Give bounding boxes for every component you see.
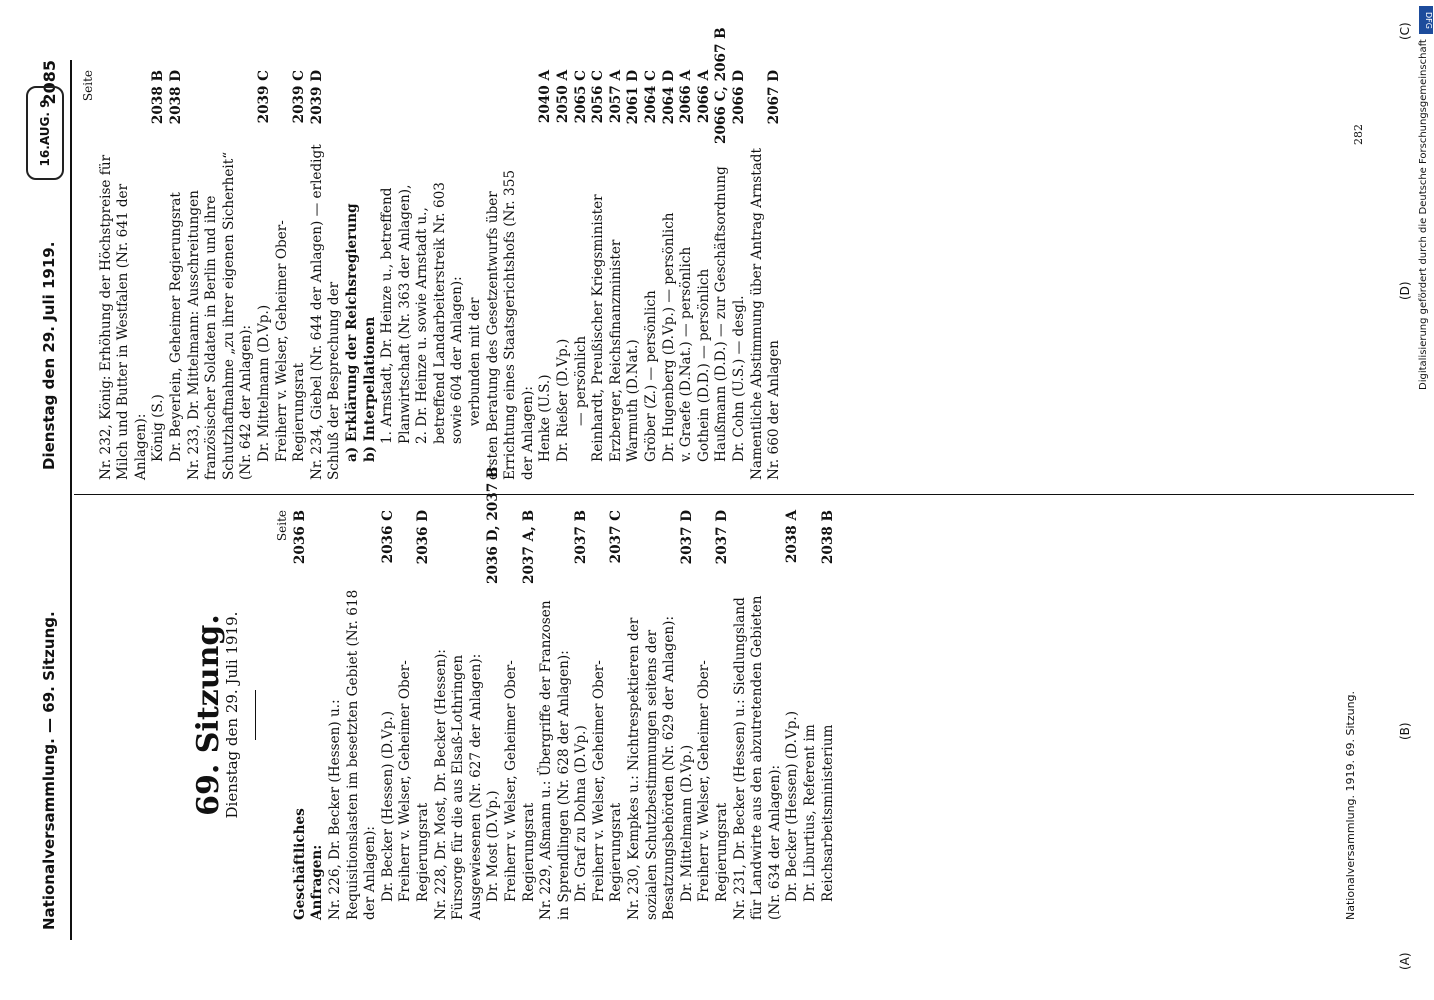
toc-entry-page: 2040 A <box>537 70 554 124</box>
toc-entry-text: Nr. 232, König: Erhöhung der Höchstpreise für Milch und Butter in Westfalen (Nr. 641 der Anlagen): <box>97 154 149 480</box>
toc-entry-text: 2. Dr. Heinze u. sowie Arnstadt u., betreffend Landarbeiterstreik Nr. 603 sowie 604 der Anlagen): <box>414 182 466 444</box>
toc-entry-text: ersten Beratung des Gesetzentwurfs über Errichtung eines Staatsgerichtshofs (Nr. 355 der Anlagen): <box>484 169 536 480</box>
toc-entry-text: v. Graefe (D.Nat.) — persönlich <box>678 246 695 462</box>
toc-entry <box>327 510 380 920</box>
seite-label-right: Seite <box>81 70 95 102</box>
toc-entry-text: Namentliche Abstimmung über Antrag Arnstadt Nr. 660 der Anlagen <box>748 148 783 480</box>
toc-entry-text: Dr. Graf zu Dohna (D.Vp.) <box>573 725 590 902</box>
toc-entry-page: 2038 D <box>167 70 184 125</box>
toc-entry-text: Freiherr v. Welser, Geheimer Ober-Regierungsrat <box>696 660 731 902</box>
toc-entry <box>608 70 626 480</box>
header-rule <box>70 60 72 940</box>
toc-entry-page: 2061 D <box>625 70 642 125</box>
toc-entry <box>186 70 256 480</box>
toc-entry-page: 2037 B <box>573 510 590 565</box>
toc-entry-page: 2066 A <box>678 70 695 124</box>
toc-entry-text: Nr. 229, Aßmann u.: Übergriffe der Franzosen in Sprendlingen (Nr. 628 der Anlagen): <box>538 600 572 920</box>
toc-entry <box>591 510 626 920</box>
toc-entry <box>485 70 538 480</box>
toc-entry-page: 2038 B <box>819 510 836 565</box>
toc-entry <box>643 70 661 480</box>
toc-entry <box>732 510 785 920</box>
margin-mark-c: (C) <box>1398 22 1412 40</box>
toc-entry-text: Reinhardt, Preußischer Kriegsminister <box>590 194 607 462</box>
toc-entry <box>679 510 697 920</box>
toc-entry <box>433 510 486 920</box>
toc-entry-text: Dr. Mittelmann (D.Vp.) <box>678 744 695 902</box>
toc-entry-text: Freiherr v. Welser, Geheimer Ober-Regierungsrat <box>502 660 537 902</box>
toc-entry <box>555 70 573 480</box>
toc-entry-text: Nr. 233, Dr. Mittelmann: Ausschreitungen französischer Soldaten in Berlin und ihre Schutzhaftnahme „zu ihrer eigenen Sicherheit“ (Nr. 642 der Anlagen): <box>185 151 255 480</box>
toc-entry-page: 2036 D <box>414 510 431 565</box>
column-divider <box>74 494 1414 495</box>
toc-entry-text: Freiherr v. Welser, Geheimer Ober-Regierungsrat <box>273 220 308 462</box>
small-page-number: 282 <box>1352 124 1365 145</box>
toc-entry-page: 2064 C <box>643 70 659 124</box>
toc-entry <box>274 70 309 480</box>
toc-entry-page: 2036 C <box>379 510 396 564</box>
toc-entry <box>397 510 432 920</box>
toc-entry-text: Dr. Mittelmann (D.Vp.) <box>255 304 272 462</box>
toc-entry-page: 2039 C <box>255 70 272 124</box>
date-stamp: 16.AUG. 9 <box>26 86 64 180</box>
left-column <box>80 466 837 920</box>
header-left: Nationalversammlung. — 69. Sitzung. <box>40 611 58 930</box>
toc-entry-text: Nr. 230, Kempkes u.: Nichtrespektieren der sozialen Schutzbestimmungen seitens der Besatzungsbehörden (Nr. 629 der Anlagen): <box>626 615 678 920</box>
toc-entry-text: Gothein (D.D.) — persönlich <box>695 268 712 462</box>
toc-entry-page: 2067 D <box>766 70 783 125</box>
toc-entry <box>150 70 168 480</box>
toc-entry-text: Dr. Rießer (D.Vp.) <box>555 338 572 462</box>
margin-mark-a: (A) <box>1398 952 1412 970</box>
toc-entry <box>256 70 274 480</box>
right-column <box>80 27 784 480</box>
toc-entry <box>731 70 749 480</box>
toc-entry <box>538 510 573 920</box>
left-entries <box>291 466 837 920</box>
toc-entry-page: 2038 B <box>150 70 167 125</box>
toc-entry-page: 2064 D <box>660 70 677 125</box>
toc-entry-text: Erzberger, Reichsfinanzminister <box>607 239 624 462</box>
toc-entry-text: Haußmann (D.D.) — zur Geschäftsordnung <box>713 166 730 462</box>
toc-entry-text: Dr. Cohn (U.S.) — desgl. <box>730 295 747 462</box>
toc-entry-text: Dr. Hugenberg (D.Vp.) — persönlich <box>660 212 677 462</box>
toc-entry-text: Freiherr v. Welser, Geheimer Ober-Regierungsrat <box>590 660 625 902</box>
toc-entry-text: Dr. Becker (Hessen) (D.Vp.) <box>784 710 801 902</box>
toc-entry-page: 2037 A, B <box>520 509 537 584</box>
toc-entry <box>661 70 679 480</box>
toc-entry-text: Dr. Most (D.Vp.) <box>485 790 502 902</box>
running-header <box>30 60 66 940</box>
session-title: 69. Sitzung. <box>191 614 226 816</box>
toc-entry-page: 2037 C <box>608 510 625 564</box>
side-caption: Digitalisierung gefördert durch die Deutsche Forschungsgemeinschaft <box>1418 39 1429 390</box>
toc-entry-page: 2057 A <box>607 70 624 124</box>
toc-entry <box>503 510 538 920</box>
toc-entry-page: 2056 C <box>590 70 607 124</box>
toc-entry-page: 2037 D <box>678 510 695 565</box>
toc-entry-text: Dr. Beyerlein, Geheimer Regierungsrat <box>167 192 184 462</box>
toc-entry <box>713 27 731 480</box>
seite-label: Seite <box>275 510 290 542</box>
toc-entry <box>380 510 398 920</box>
toc-entry-page: 2037 D <box>714 510 731 565</box>
toc-entry-page: 2036 B <box>291 510 308 565</box>
toc-entry-text: 1. Arnstadt, Dr. Heinze u., betreffend Planwirtschaft (Nr. 363 der Anlagen), <box>379 184 413 444</box>
toc-entry <box>379 70 414 480</box>
toc-entry-page: 2039 D <box>308 70 325 125</box>
toc-entry-text: Dr. Liburtius, Referent im Reichsarbeitsministerium <box>802 724 836 902</box>
toc-entry <box>696 70 714 480</box>
header-page-number: 2085 <box>40 60 59 105</box>
toc-entry-page: 2066 A <box>695 70 712 124</box>
toc-entry-page: 2036 D, 2037 B <box>485 466 502 584</box>
toc-entry-page: 2066 C, 2067 B <box>713 27 730 144</box>
toc-entry <box>626 510 679 920</box>
side-caption-strip <box>1418 0 1434 1000</box>
toc-entry <box>414 70 467 480</box>
toc-entry-page: 2066 D <box>730 70 747 125</box>
toc-entry <box>485 466 503 920</box>
footer: Nationalversammlung. 1919. 69. Sitzung. <box>1344 690 1357 920</box>
toc-entry <box>292 510 310 920</box>
toc-entry-text: b) Interpellationen <box>361 316 378 462</box>
title-separator <box>255 690 256 740</box>
margin-mark-d: (D) <box>1398 281 1412 300</box>
session-date: Dienstag den 29. Juli 1919. <box>222 611 241 819</box>
toc-entry-page: 2038 A <box>784 510 801 564</box>
toc-entry <box>98 70 151 480</box>
toc-entry <box>625 70 643 480</box>
toc-entry-text: Nr. 231, Dr. Becker (Hessen) u.: Siedlungsland für Landwirte aus den abzutretenden Gebieten (Nr. 634 der Anlagen): <box>731 595 783 920</box>
toc-entry <box>678 70 696 480</box>
toc-entry-text: Gröber (Z.) — persönlich <box>643 290 659 462</box>
toc-entry <box>537 70 555 480</box>
toc-entry-text: Anfragen: <box>309 844 326 920</box>
toc-entry <box>309 510 327 920</box>
toc-entry-text: Geschäftliches <box>291 808 308 920</box>
toc-entry <box>573 510 591 920</box>
header-right: Dienstag den 29. Juli 1919. <box>40 241 58 470</box>
toc-entry <box>573 70 591 480</box>
toc-entry <box>784 510 802 920</box>
right-entries <box>97 27 784 480</box>
toc-entry-page: 2050 A <box>555 70 572 124</box>
toc-entry-page: 2039 C <box>291 70 308 124</box>
toc-entry-text: verbunden mit der <box>467 297 484 426</box>
toc-entry <box>344 70 362 480</box>
toc-entry <box>590 70 608 480</box>
toc-entry-text: Dr. Becker (Hessen) (D.Vp.) <box>379 710 396 902</box>
toc-entry-text: Henke (U.S.) <box>537 374 554 462</box>
dfg-logo: DFG <box>1419 6 1433 34</box>
toc-entry-text: Freiherr v. Welser, Geheimer Ober-Regierungsrat <box>397 660 431 902</box>
toc-entry-text: Nr. 234, Giebel (Nr. 644 der Anlagen) — erledigt <box>308 144 325 480</box>
toc-entry <box>749 70 784 480</box>
toc-entry-page: 2065 C <box>572 70 589 124</box>
margin-mark-b: (B) <box>1398 722 1412 740</box>
toc-entry <box>326 70 344 480</box>
toc-entry <box>168 70 186 480</box>
toc-entry-text: Nr. 226, Dr. Becker (Hessen) u.: Requisitionslasten im besetzten Gebiet (Nr. 618 der Anlagen): <box>326 589 379 920</box>
toc-entry-text: — persönlich <box>572 335 589 426</box>
toc-entry-text: Nr. 228, Dr. Most, Dr. Becker (Hessen): Fürsorge für die aus Elsaß-Lothringen Ausgewiesenen (Nr. 627 der Anlagen): <box>432 649 484 920</box>
toc-entry-text: König (S.) <box>150 394 167 462</box>
toc-entry-text: Schluß der Besprechung der <box>326 281 343 480</box>
toc-entry <box>362 70 380 480</box>
toc-entry <box>802 510 837 920</box>
toc-entry <box>309 70 327 480</box>
toc-entry <box>696 510 731 920</box>
toc-entry-text: Warmuth (D.Nat.) <box>625 339 642 462</box>
toc-entry-text: a) Erklärung der Reichsregierung <box>343 203 360 462</box>
toc-entry <box>467 70 485 480</box>
